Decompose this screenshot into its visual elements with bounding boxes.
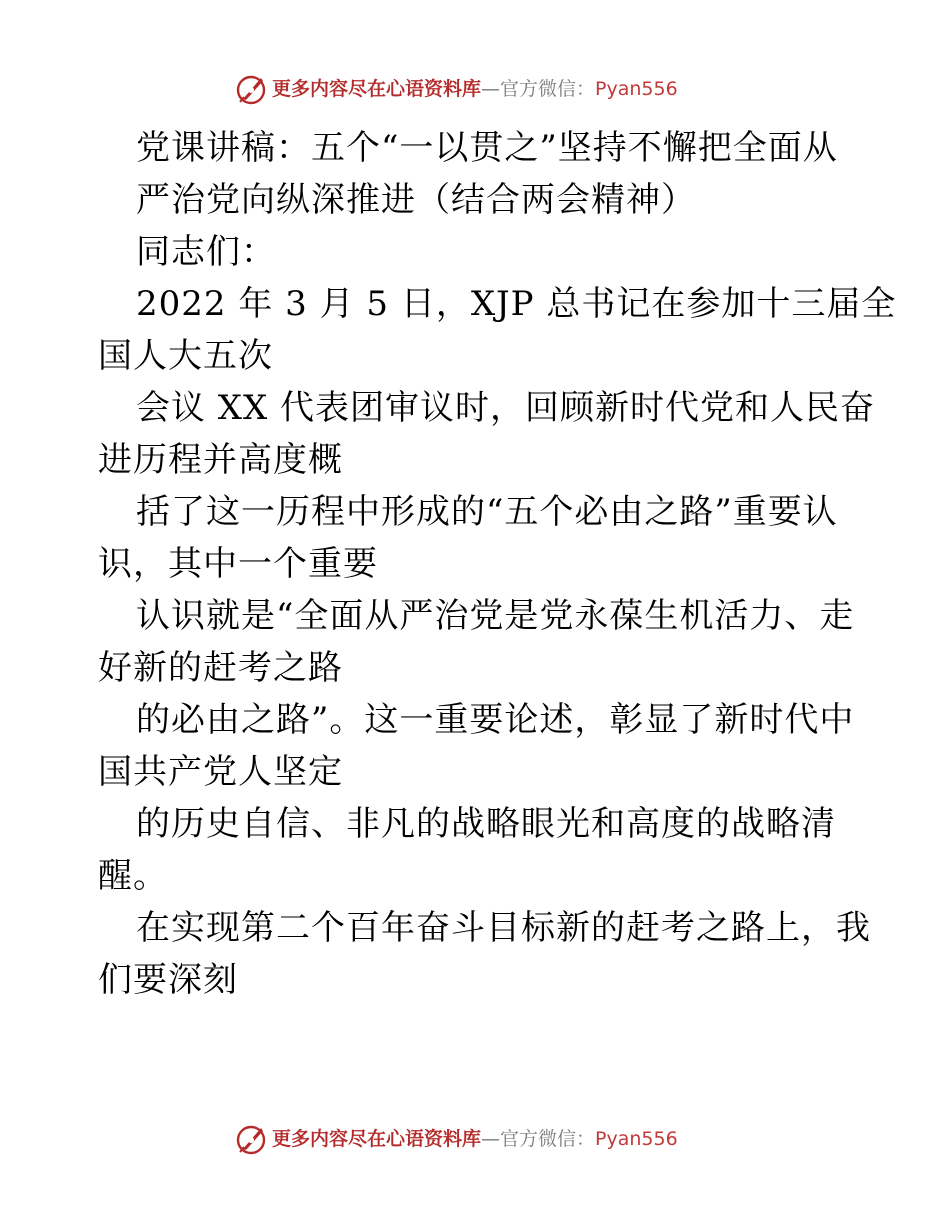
document-line: 们要深刻 [98, 960, 238, 1000]
document-line: 国人大五次 [98, 336, 273, 376]
watermark-brand: 更多内容尽在心语资料库 [272, 1128, 482, 1150]
watermark-text [272, 1127, 678, 1151]
footer-watermark-banner [0, 1120, 950, 1160]
document-line: 的历史自信、非凡的战略眼光和高度的战略清 [136, 804, 836, 844]
document-line: 括了这一历程中形成的“五个必由之路”重要认 [136, 492, 838, 532]
watermark-text [272, 77, 678, 101]
watermark-official-label: 官方微信： [500, 78, 596, 100]
watermark-brand: 更多内容尽在心语资料库 [272, 78, 482, 100]
watermark-handle: Pyan556 [595, 78, 678, 100]
document-line: 进历程并高度概 [98, 440, 343, 480]
document-body [98, 122, 897, 1006]
document-line: 的必由之路”。这一重要论述，彰显了新时代中 [136, 700, 855, 740]
watermark-handle: Pyan556 [595, 1128, 678, 1150]
document-line: 认识就是“全面从严治党是党永葆生机活力、走 [136, 596, 855, 636]
quill-pen-circle-icon [234, 72, 268, 106]
document-line: 党课讲稿：五个“一以贯之”坚持不懈把全面从 [136, 128, 838, 168]
document-line: 醒。 [98, 856, 168, 896]
document-line: 好新的赶考之路 [98, 648, 343, 688]
document-line: 2022 年 3 月 5 日，XJP 总书记在参加十三届全 [136, 284, 897, 324]
document-line: 识，其中一个重要 [98, 544, 378, 584]
document-line: 同志们： [136, 232, 276, 272]
header-watermark-banner [0, 70, 950, 110]
document-line: 会议 XX 代表团审议时，回顾新时代党和人民奋 [136, 388, 876, 428]
quill-pen-circle-icon [234, 1122, 268, 1156]
document-line: 严治党向纵深推进（结合两会精神） [136, 180, 696, 220]
watermark-official-label: 官方微信： [500, 1128, 596, 1150]
watermark-separator: — [481, 78, 501, 100]
document-line: 国共产党人坚定 [98, 752, 343, 792]
document-line: 在实现第二个百年奋斗目标新的赶考之路上，我 [136, 908, 871, 948]
watermark-separator: — [481, 1128, 501, 1150]
